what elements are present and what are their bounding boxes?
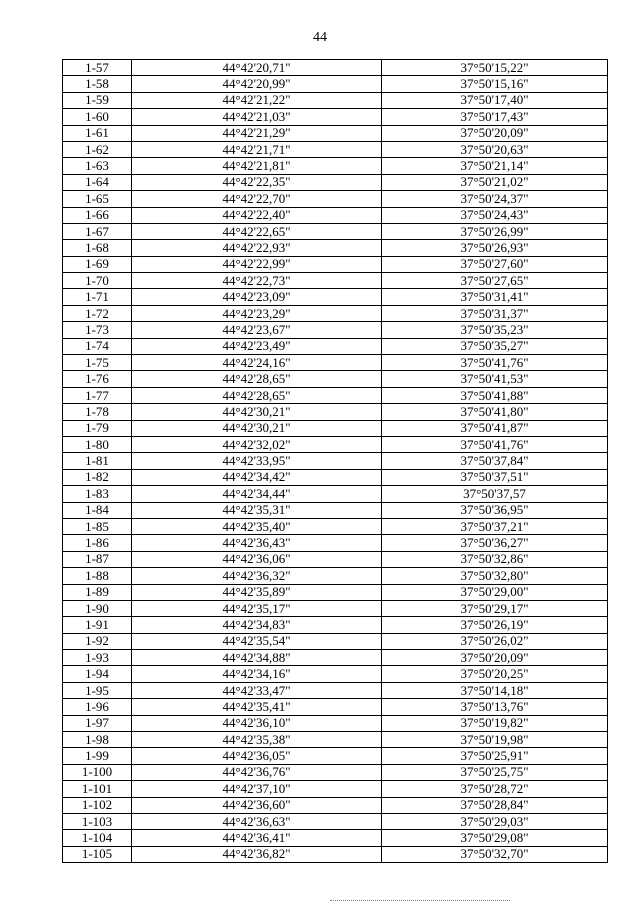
longitude-cell: 37°50'41,76" — [382, 436, 608, 452]
table-row — [63, 666, 608, 682]
table-row — [63, 846, 608, 862]
point-id-cell: 1-66 — [63, 207, 132, 223]
coordinates-table-body — [63, 60, 608, 863]
longitude-cell: 37°50'26,99" — [382, 223, 608, 239]
point-id-cell: 1-95 — [63, 682, 132, 698]
table-row — [63, 174, 608, 190]
table-row — [63, 584, 608, 600]
point-id-cell: 1-98 — [63, 732, 132, 748]
longitude-cell: 37°50'27,65" — [382, 273, 608, 289]
point-id-cell: 1-57 — [63, 60, 132, 76]
point-id-cell: 1-91 — [63, 617, 132, 633]
latitude-cell: 44°42'21,03" — [132, 109, 382, 125]
longitude-cell: 37°50'37,57 — [382, 486, 608, 502]
table-row — [63, 338, 608, 354]
point-id-cell: 1-99 — [63, 748, 132, 764]
point-id-cell: 1-62 — [63, 141, 132, 157]
point-id-cell: 1-80 — [63, 436, 132, 452]
longitude-cell: 37°50'37,51" — [382, 469, 608, 485]
longitude-cell: 37°50'17,43" — [382, 109, 608, 125]
bottom-edge-line — [330, 900, 510, 901]
point-id-cell: 1-92 — [63, 633, 132, 649]
latitude-cell: 44°42'22,35" — [132, 174, 382, 190]
table-row — [63, 141, 608, 157]
longitude-cell: 37°50'32,80" — [382, 568, 608, 584]
longitude-cell: 37°50'41,88" — [382, 387, 608, 403]
latitude-cell: 44°42'36,60" — [132, 797, 382, 813]
longitude-cell: 37°50'15,16" — [382, 76, 608, 92]
table-row — [63, 355, 608, 371]
latitude-cell: 44°42'36,32" — [132, 568, 382, 584]
longitude-cell: 37°50'20,25" — [382, 666, 608, 682]
point-id-cell: 1-105 — [63, 846, 132, 862]
longitude-cell: 37°50'31,41" — [382, 289, 608, 305]
point-id-cell: 1-102 — [63, 797, 132, 813]
point-id-cell: 1-83 — [63, 486, 132, 502]
latitude-cell: 44°42'21,81" — [132, 158, 382, 174]
table-row — [63, 371, 608, 387]
table-row — [63, 699, 608, 715]
longitude-cell: 37°50'26,19" — [382, 617, 608, 633]
longitude-cell: 37°50'25,75" — [382, 764, 608, 780]
table-row — [63, 60, 608, 76]
point-id-cell: 1-101 — [63, 781, 132, 797]
point-id-cell: 1-84 — [63, 502, 132, 518]
table-row — [63, 207, 608, 223]
longitude-cell: 37°50'17,40" — [382, 92, 608, 108]
point-id-cell: 1-89 — [63, 584, 132, 600]
table-row — [63, 76, 608, 92]
latitude-cell: 44°42'22,70" — [132, 191, 382, 207]
point-id-cell: 1-82 — [63, 469, 132, 485]
table-row — [63, 404, 608, 420]
latitude-cell: 44°42'30,21" — [132, 420, 382, 436]
table-row — [63, 518, 608, 534]
latitude-cell: 44°42'35,41" — [132, 699, 382, 715]
longitude-cell: 37°50'27,60" — [382, 256, 608, 272]
table-row — [63, 158, 608, 174]
table-row — [63, 797, 608, 813]
table-row — [63, 633, 608, 649]
point-id-cell: 1-81 — [63, 453, 132, 469]
longitude-cell: 37°50'37,21" — [382, 518, 608, 534]
latitude-cell: 44°42'36,82" — [132, 846, 382, 862]
latitude-cell: 44°42'36,43" — [132, 535, 382, 551]
table-row — [63, 715, 608, 731]
table-row — [63, 305, 608, 321]
point-id-cell: 1-71 — [63, 289, 132, 305]
longitude-cell: 37°50'28,72" — [382, 781, 608, 797]
longitude-cell: 37°50'37,84" — [382, 453, 608, 469]
point-id-cell: 1-86 — [63, 535, 132, 551]
latitude-cell: 44°42'34,88" — [132, 650, 382, 666]
table-row — [63, 535, 608, 551]
point-id-cell: 1-68 — [63, 240, 132, 256]
table-row — [63, 551, 608, 567]
latitude-cell: 44°42'30,21" — [132, 404, 382, 420]
longitude-cell: 37°50'41,53" — [382, 371, 608, 387]
table-row — [63, 420, 608, 436]
point-id-cell: 1-61 — [63, 125, 132, 141]
longitude-cell: 37°50'20,09" — [382, 125, 608, 141]
point-id-cell: 1-65 — [63, 191, 132, 207]
latitude-cell: 44°42'35,38" — [132, 732, 382, 748]
point-id-cell: 1-93 — [63, 650, 132, 666]
table-row — [63, 748, 608, 764]
longitude-cell: 37°50'32,70" — [382, 846, 608, 862]
table-row — [63, 125, 608, 141]
table-row — [63, 502, 608, 518]
latitude-cell: 44°42'35,54" — [132, 633, 382, 649]
latitude-cell: 44°42'21,22" — [132, 92, 382, 108]
longitude-cell: 37°50'32,86" — [382, 551, 608, 567]
latitude-cell: 44°42'36,76" — [132, 764, 382, 780]
latitude-cell: 44°42'32,02" — [132, 436, 382, 452]
table-row — [63, 387, 608, 403]
longitude-cell: 37°50'25,91" — [382, 748, 608, 764]
table-row — [63, 273, 608, 289]
longitude-cell: 37°50'19,98" — [382, 732, 608, 748]
point-id-cell: 1-70 — [63, 273, 132, 289]
point-id-cell: 1-58 — [63, 76, 132, 92]
longitude-cell: 37°50'36,27" — [382, 535, 608, 551]
longitude-cell: 37°50'41,87" — [382, 420, 608, 436]
longitude-cell: 37°50'14,18" — [382, 682, 608, 698]
point-id-cell: 1-104 — [63, 830, 132, 846]
latitude-cell: 44°42'34,42" — [132, 469, 382, 485]
point-id-cell: 1-73 — [63, 322, 132, 338]
longitude-cell: 37°50'13,76" — [382, 699, 608, 715]
table-row — [63, 289, 608, 305]
table-row — [63, 568, 608, 584]
point-id-cell: 1-103 — [63, 813, 132, 829]
point-id-cell: 1-97 — [63, 715, 132, 731]
latitude-cell: 44°42'36,63" — [132, 813, 382, 829]
table-row — [63, 813, 608, 829]
point-id-cell: 1-94 — [63, 666, 132, 682]
longitude-cell: 37°50'35,27" — [382, 338, 608, 354]
latitude-cell: 44°42'23,09" — [132, 289, 382, 305]
table-row — [63, 191, 608, 207]
longitude-cell: 37°50'26,02" — [382, 633, 608, 649]
longitude-cell: 37°50'24,37" — [382, 191, 608, 207]
latitude-cell: 44°42'22,93" — [132, 240, 382, 256]
point-id-cell: 1-59 — [63, 92, 132, 108]
point-id-cell: 1-74 — [63, 338, 132, 354]
latitude-cell: 44°42'28,65" — [132, 371, 382, 387]
point-id-cell: 1-88 — [63, 568, 132, 584]
latitude-cell: 44°42'22,99" — [132, 256, 382, 272]
point-id-cell: 1-90 — [63, 600, 132, 616]
point-id-cell: 1-67 — [63, 223, 132, 239]
longitude-cell: 37°50'19,82" — [382, 715, 608, 731]
table-row — [63, 469, 608, 485]
point-id-cell: 1-72 — [63, 305, 132, 321]
latitude-cell: 44°42'21,71" — [132, 141, 382, 157]
longitude-cell: 37°50'21,14" — [382, 158, 608, 174]
table-row — [63, 617, 608, 633]
point-id-cell: 1-60 — [63, 109, 132, 125]
longitude-cell: 37°50'41,80" — [382, 404, 608, 420]
table-row — [63, 240, 608, 256]
latitude-cell: 44°42'21,29" — [132, 125, 382, 141]
latitude-cell: 44°42'33,47" — [132, 682, 382, 698]
point-id-cell: 1-87 — [63, 551, 132, 567]
table-row — [63, 764, 608, 780]
point-id-cell: 1-100 — [63, 764, 132, 780]
longitude-cell: 37°50'20,09" — [382, 650, 608, 666]
point-id-cell: 1-78 — [63, 404, 132, 420]
latitude-cell: 44°42'34,16" — [132, 666, 382, 682]
latitude-cell: 44°42'36,05" — [132, 748, 382, 764]
latitude-cell: 44°42'36,06" — [132, 551, 382, 567]
point-id-cell: 1-64 — [63, 174, 132, 190]
table-row — [63, 781, 608, 797]
point-id-cell: 1-76 — [63, 371, 132, 387]
longitude-cell: 37°50'20,63" — [382, 141, 608, 157]
longitude-cell: 37°50'29,00" — [382, 584, 608, 600]
latitude-cell: 44°42'23,29" — [132, 305, 382, 321]
latitude-cell: 44°42'28,65" — [132, 387, 382, 403]
latitude-cell: 44°42'22,65" — [132, 223, 382, 239]
coordinates-table — [62, 59, 608, 863]
longitude-cell: 37°50'21,02" — [382, 174, 608, 190]
latitude-cell: 44°42'36,41" — [132, 830, 382, 846]
longitude-cell: 37°50'24,43" — [382, 207, 608, 223]
longitude-cell: 37°50'26,93" — [382, 240, 608, 256]
latitude-cell: 44°42'37,10" — [132, 781, 382, 797]
latitude-cell: 44°42'23,49" — [132, 338, 382, 354]
point-id-cell: 1-75 — [63, 355, 132, 371]
latitude-cell: 44°42'35,31" — [132, 502, 382, 518]
latitude-cell: 44°42'20,71" — [132, 60, 382, 76]
point-id-cell: 1-63 — [63, 158, 132, 174]
table-row — [63, 223, 608, 239]
table-row — [63, 453, 608, 469]
table-row — [63, 322, 608, 338]
latitude-cell: 44°42'34,83" — [132, 617, 382, 633]
latitude-cell: 44°42'33,95" — [132, 453, 382, 469]
longitude-cell: 37°50'29,08" — [382, 830, 608, 846]
table-row — [63, 92, 608, 108]
latitude-cell: 44°42'24,16" — [132, 355, 382, 371]
longitude-cell: 37°50'41,76" — [382, 355, 608, 371]
table-row — [63, 732, 608, 748]
table-row — [63, 600, 608, 616]
table-row — [63, 650, 608, 666]
longitude-cell: 37°50'29,17" — [382, 600, 608, 616]
table-row — [63, 256, 608, 272]
latitude-cell: 44°42'22,73" — [132, 273, 382, 289]
latitude-cell: 44°42'36,10" — [132, 715, 382, 731]
point-id-cell: 1-77 — [63, 387, 132, 403]
latitude-cell: 44°42'35,89" — [132, 584, 382, 600]
latitude-cell: 44°42'35,40" — [132, 518, 382, 534]
latitude-cell: 44°42'20,99" — [132, 76, 382, 92]
point-id-cell: 1-85 — [63, 518, 132, 534]
latitude-cell: 44°42'22,40" — [132, 207, 382, 223]
table-row — [63, 109, 608, 125]
table-row — [63, 486, 608, 502]
longitude-cell: 37°50'36,95" — [382, 502, 608, 518]
point-id-cell: 1-96 — [63, 699, 132, 715]
page-number: 44 — [313, 30, 327, 45]
latitude-cell: 44°42'35,17" — [132, 600, 382, 616]
longitude-cell: 37°50'28,84" — [382, 797, 608, 813]
table-row — [63, 436, 608, 452]
table-row — [63, 830, 608, 846]
table-row — [63, 682, 608, 698]
point-id-cell: 1-79 — [63, 420, 132, 436]
latitude-cell: 44°42'23,67" — [132, 322, 382, 338]
point-id-cell: 1-69 — [63, 256, 132, 272]
longitude-cell: 37°50'29,03" — [382, 813, 608, 829]
latitude-cell: 44°42'34,44" — [132, 486, 382, 502]
longitude-cell: 37°50'31,37" — [382, 305, 608, 321]
longitude-cell: 37°50'35,23" — [382, 322, 608, 338]
longitude-cell: 37°50'15,22" — [382, 60, 608, 76]
